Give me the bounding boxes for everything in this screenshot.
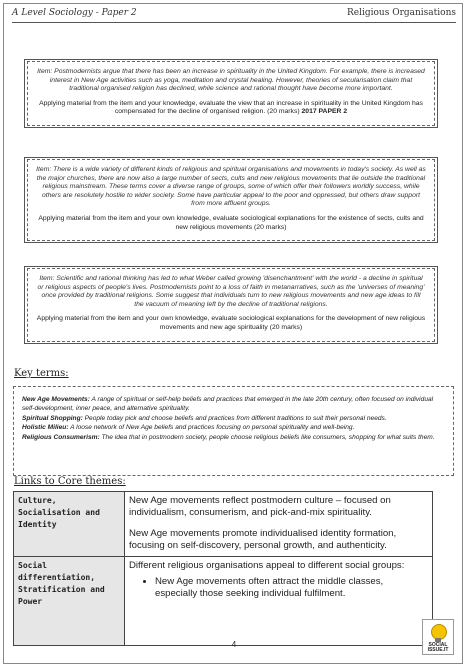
core-themes-table [13,491,433,646]
theme-label: Culture, Socialisation and Identity [14,492,125,557]
key-term: Religious Consumerism: The idea that in postmodern society, people choose religious beliefs like consumers, shopping for what suits them. [22,433,435,441]
theme-paragraph: New Age movements promote individualised identity formation, focusing on self-discovery, personal growth, and authenticity. [129,527,397,552]
question-task: Applying material from the item and your own knowledge, evaluate sociological explanations for the development of new religious movements and new age spirituality (20 marks) [36,315,426,331]
theme-label: Social differentiation, Stratification and Power [14,556,125,645]
logo-text: SOCIAL ISSUE.IT [427,642,449,653]
list-item: • New Age movements often attract the middle classes, especially those seeking individual fulfilment. [155,576,428,601]
table-row [14,492,433,557]
theme-paragraph: Different religious organisations appeal to different social groups: [129,559,405,571]
table-row [14,556,433,645]
page-number: 4 [231,640,237,649]
theme-content [125,556,433,645]
question-box-1 [24,59,438,128]
key-term: New Age Movements: A range of spiritual or self-help beliefs and practices that emerged in the late 20th century, often focused on individual self-development, inner peace, and alternative spirituality. [22,396,434,413]
question-box-3 [24,266,438,344]
key-terms-heading: Key terms: [14,368,69,379]
page-header [12,8,456,23]
question-task: Applying material from the item and your knowledge, evaluate the view that an increase in spirituality in the United Kingdom has compensated for the decline of organised religion. (20 marks) 2017 PAPER 2 [39,99,423,116]
key-term: Holistic Milieu: A loose network of New Age beliefs and practices focusing on personal spirituality and well-being. [22,424,355,432]
question-item: Item: Scientific and rational thinking has led to what Weber called growing 'disenchantment' with the world - a decline in spiritual or religious aspects of people's lives. Postmodernists point to a loss of faith in metanarratives, such as the 'universes of meaning' once provided by traditional religions. Some suggest that individuals turn to new religious movements and new age ideas to fill the vacuum of meaning left by the decline of traditional religions. [37,275,425,308]
question-item: Item: Postmodernists argue that there has been an increase in spirituality in the United Kingdom. For example, there is increased interest in New Age activities such as yoga, meditation and crystal healing. However, theories of secularisation claim that traditional organised religion has declined, while science and rational thought have become more important. [37,68,425,93]
social-issue-logo [422,619,454,655]
theme-paragraph: New Age movements reflect postmodern culture – focused on individualism, consumerism, and pick-and-mix spirituality. [129,495,391,519]
question-task: Applying material from the item and your own knowledge, evaluate sociological explanations for the existence of sects, cults and new religious movements (20 marks) [38,214,424,231]
key-term: Spiritual Shopping: People today pick and choose beliefs and practices from different traditions to suit their personal needs. [22,414,387,422]
key-terms-box [13,386,454,476]
theme-bullet-list [129,576,428,601]
header-topic-title: Religious Organisations [347,8,456,18]
question-box-2 [24,157,438,243]
header-course-title: A Level Sociology - Paper 2 [12,8,137,18]
question-item: Item: There is a wide variety of different kinds of religious and spiritual organisations and movements in today's society. As well as the major churches, there are now also a large number of sects, cults and new religious movements that lie outside the traditional religious mainstream. These terms cover a diverse range of groups, some of which offer their followers worldly success, while others are resolutely hostile to wider society. Some have particular appeal to the poor and oppressed, but others draw support from more affluent groups. [36,166,426,208]
theme-content [125,492,433,557]
exam-reference: 2017 PAPER 2 [301,108,348,116]
core-themes-heading: Links to Core themes: [14,476,126,487]
